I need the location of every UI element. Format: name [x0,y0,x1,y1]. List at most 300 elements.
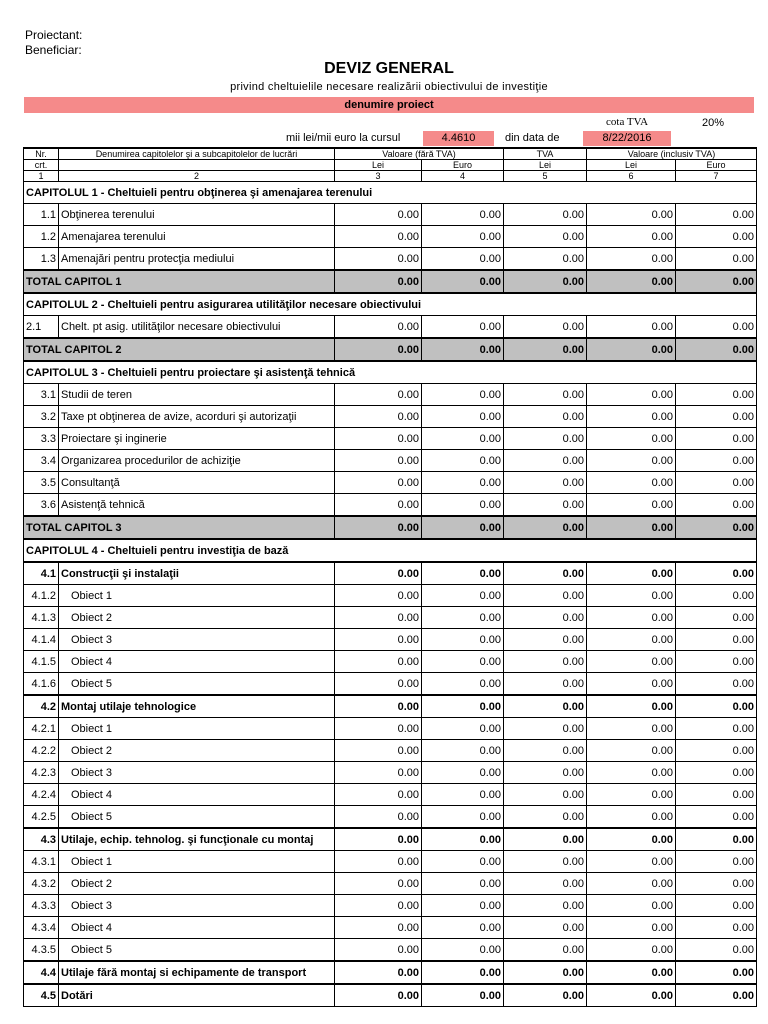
value-euro-fara-tva[interactable]: 0.00 [422,673,504,696]
row-number: 4.4 [24,961,59,984]
value-lei-inclusiv-tva[interactable]: 0.00 [587,851,676,873]
value-lei-fara-tva[interactable]: 0.00 [335,585,422,607]
table-row [24,917,757,939]
value-lei-fara-tva[interactable]: 0.00 [335,984,422,1007]
value-euro-inclusiv-tva[interactable]: 0.00 [676,939,757,962]
value-lei-fara-tva[interactable]: 0.00 [335,784,422,806]
table-row [24,651,757,673]
chapter-heading-row [24,293,757,316]
table-row [24,450,757,472]
value-tva-lei[interactable]: 0.00 [504,651,587,673]
value-lei-fara-tva[interactable]: 0.00 [335,516,422,539]
value-lei-inclusiv-tva[interactable]: 0.00 [587,695,676,718]
header-crt: crt. [24,160,59,171]
value-lei-inclusiv-tva[interactable]: 0.00 [587,629,676,651]
table-row [24,851,757,873]
header-valoare-fara-tva: Valoare (fără TVA) [335,148,504,160]
value-lei-fara-tva[interactable]: 0.00 [335,718,422,740]
row-number: 4.1 [24,562,59,585]
table-row [24,939,757,962]
value-euro-fara-tva[interactable]: 0.00 [422,472,504,494]
subchapter-row [24,984,757,1007]
value-euro-fara-tva[interactable]: 0.00 [422,651,504,673]
value-euro-fara-tva[interactable]: 0.00 [422,406,504,428]
value-euro-fara-tva[interactable]: 0.00 [422,450,504,472]
value-euro-inclusiv-tva[interactable]: 0.00 [676,316,757,339]
row-number: 1.3 [24,248,59,271]
row-label: Construcţii şi instalaţii [59,562,335,585]
row-number: 4.1.3 [24,607,59,629]
col-number-1: 1 [24,171,59,182]
table-row [24,428,757,450]
value-lei-fara-tva[interactable]: 0.00 [335,917,422,939]
value-lei-inclusiv-tva[interactable]: 0.00 [587,984,676,1007]
row-number: 4.1.2 [24,585,59,607]
curs-label: mii lei/mii euro la cursul [286,132,401,144]
value-lei-inclusiv-tva[interactable]: 0.00 [587,316,676,339]
value-euro-fara-tva[interactable]: 0.00 [422,939,504,962]
value-euro-inclusiv-tva[interactable]: 0.00 [676,651,757,673]
row-number: 4.1.5 [24,651,59,673]
value-euro-fara-tva[interactable]: 0.00 [422,516,504,539]
value-lei-fara-tva[interactable]: 0.00 [335,673,422,696]
chapter-heading-row [24,182,757,204]
value-lei-fara-tva[interactable]: 0.00 [335,961,422,984]
value-tva-lei[interactable]: 0.00 [504,607,587,629]
value-euro-fara-tva[interactable]: 0.00 [422,695,504,718]
table-row [24,673,757,696]
row-label: Utilaje fără montaj si echipamente de transport [59,961,335,984]
value-tva-lei[interactable]: 0.00 [504,762,587,784]
row-label: Obiect 1 [59,718,335,740]
value-lei-inclusiv-tva[interactable]: 0.00 [587,384,676,406]
row-number: 3.3 [24,428,59,450]
value-lei-inclusiv-tva[interactable]: 0.00 [587,718,676,740]
chapter-heading: CAPITOLUL 1 - Cheltuieli pentru obţinerea şi amenajarea terenului [24,182,757,204]
value-euro-fara-tva[interactable]: 0.00 [422,784,504,806]
row-number: 1.2 [24,226,59,248]
total-label: TOTAL CAPITOL 1 [24,270,335,293]
value-euro-inclusiv-tva[interactable]: 0.00 [676,718,757,740]
value-tva-lei[interactable]: 0.00 [504,740,587,762]
value-euro-inclusiv-tva[interactable]: 0.00 [676,384,757,406]
value-lei-fara-tva[interactable]: 0.00 [335,629,422,651]
value-tva-lei[interactable]: 0.00 [504,873,587,895]
col-number-5: 5 [504,171,587,182]
value-lei-fara-tva[interactable]: 0.00 [335,828,422,851]
header-euro-2: Euro [676,160,757,171]
value-tva-lei[interactable]: 0.00 [504,784,587,806]
value-euro-inclusiv-tva[interactable]: 0.00 [676,895,757,917]
value-euro-inclusiv-tva[interactable]: 0.00 [676,248,757,271]
table-row [24,472,757,494]
value-euro-fara-tva[interactable]: 0.00 [422,718,504,740]
value-lei-inclusiv-tva[interactable]: 0.00 [587,784,676,806]
row-number: 1.1 [24,204,59,226]
subchapter-row [24,695,757,718]
value-lei-inclusiv-tva[interactable]: 0.00 [587,673,676,696]
value-lei-inclusiv-tva[interactable]: 0.00 [587,740,676,762]
value-lei-fara-tva[interactable]: 0.00 [335,406,422,428]
row-label: Obiect 5 [59,673,335,696]
proiectant-label: Proiectant: [25,28,83,42]
value-euro-fara-tva[interactable]: 0.00 [422,762,504,784]
value-euro-inclusiv-tva[interactable]: 0.00 [676,516,757,539]
col-number-4: 4 [422,171,504,182]
value-euro-inclusiv-tva[interactable]: 0.00 [676,494,757,517]
value-lei-fara-tva[interactable]: 0.00 [335,873,422,895]
value-lei-inclusiv-tva[interactable]: 0.00 [587,651,676,673]
row-number: 4.1.6 [24,673,59,696]
value-tva-lei[interactable]: 0.00 [504,270,587,293]
value-lei-inclusiv-tva[interactable]: 0.00 [587,270,676,293]
value-euro-inclusiv-tva[interactable]: 0.00 [676,607,757,629]
value-euro-inclusiv-tva[interactable]: 0.00 [676,917,757,939]
table-row [24,384,757,406]
table-row [24,718,757,740]
row-label: Obiect 3 [59,629,335,651]
value-lei-fara-tva[interactable]: 0.00 [335,204,422,226]
value-lei-fara-tva[interactable]: 0.00 [335,316,422,339]
value-euro-inclusiv-tva[interactable]: 0.00 [676,740,757,762]
value-euro-fara-tva[interactable]: 0.00 [422,873,504,895]
value-tva-lei[interactable]: 0.00 [504,338,587,361]
chapter-heading: CAPITOLUL 3 - Cheltuieli pentru proiectare şi asistenţă tehnică [24,361,757,384]
chapter-heading: CAPITOLUL 2 - Cheltuieli pentru asigurarea utilităţilor necesare obiectivului [24,293,757,316]
value-lei-fara-tva[interactable]: 0.00 [335,895,422,917]
value-lei-inclusiv-tva[interactable]: 0.00 [587,585,676,607]
table-row [24,762,757,784]
value-tva-lei[interactable]: 0.00 [504,472,587,494]
row-label: Consultanţă [59,472,335,494]
value-lei-inclusiv-tva[interactable]: 0.00 [587,226,676,248]
value-lei-fara-tva[interactable]: 0.00 [335,762,422,784]
value-euro-inclusiv-tva[interactable]: 0.00 [676,673,757,696]
data-value-cell[interactable]: 8/22/2016 [583,131,671,146]
value-euro-fara-tva[interactable]: 0.00 [422,895,504,917]
deviz-table [23,147,757,1007]
table-row [24,629,757,651]
value-lei-inclusiv-tva[interactable]: 0.00 [587,406,676,428]
table-row [24,607,757,629]
row-label: Chelt. pt asig. utilităţilor necesare obiectivului [59,316,335,339]
value-tva-lei[interactable]: 0.00 [504,895,587,917]
total-row [24,270,757,293]
value-lei-inclusiv-tva[interactable]: 0.00 [587,895,676,917]
value-lei-inclusiv-tva[interactable]: 0.00 [587,828,676,851]
value-lei-inclusiv-tva[interactable]: 0.00 [587,516,676,539]
value-lei-fara-tva[interactable]: 0.00 [335,494,422,517]
value-lei-fara-tva[interactable]: 0.00 [335,939,422,962]
value-lei-fara-tva[interactable]: 0.00 [335,270,422,293]
value-tva-lei[interactable]: 0.00 [504,851,587,873]
header-denumire: Denumirea capitolelor şi a subcapitolelor de lucrări [59,148,335,160]
header-row-numbers [24,171,757,182]
total-label: TOTAL CAPITOL 2 [24,338,335,361]
cota-tva-label: cota TVA [606,116,649,128]
value-lei-inclusiv-tva[interactable]: 0.00 [587,873,676,895]
row-label: Studii de teren [59,384,335,406]
header-euro-1: Euro [422,160,504,171]
value-lei-fara-tva[interactable]: 0.00 [335,651,422,673]
row-number: 3.1 [24,384,59,406]
table-row [24,248,757,271]
value-lei-inclusiv-tva[interactable]: 0.00 [587,450,676,472]
value-euro-inclusiv-tva[interactable]: 0.00 [676,204,757,226]
value-lei-fara-tva[interactable]: 0.00 [335,338,422,361]
value-lei-fara-tva[interactable]: 0.00 [335,226,422,248]
project-name-cell[interactable]: denumire proiect [24,97,754,113]
value-euro-inclusiv-tva[interactable]: 0.00 [676,428,757,450]
document-title: DEVIZ GENERAL [324,60,454,77]
subchapter-row [24,828,757,851]
row-label: Obiect 2 [59,740,335,762]
value-euro-fara-tva[interactable]: 0.00 [422,204,504,226]
value-tva-lei[interactable]: 0.00 [504,673,587,696]
value-euro-fara-tva[interactable]: 0.00 [422,338,504,361]
value-lei-inclusiv-tva[interactable]: 0.00 [587,562,676,585]
value-euro-fara-tva[interactable]: 0.00 [422,740,504,762]
col-number-2: 2 [59,171,335,182]
row-label: Dotări [59,984,335,1007]
value-tva-lei[interactable]: 0.00 [504,248,587,271]
row-label: Amenajări pentru protecţia mediului [59,248,335,271]
table-row [24,784,757,806]
row-label: Obiect 2 [59,873,335,895]
value-tva-lei[interactable]: 0.00 [504,939,587,962]
value-lei-fara-tva[interactable]: 0.00 [335,695,422,718]
row-number: 4.3 [24,828,59,851]
value-tva-lei[interactable]: 0.00 [504,384,587,406]
value-euro-inclusiv-tva[interactable]: 0.00 [676,828,757,851]
value-euro-fara-tva[interactable]: 0.00 [422,851,504,873]
row-number: 4.3.2 [24,873,59,895]
value-lei-fara-tva[interactable]: 0.00 [335,851,422,873]
value-euro-inclusiv-tva[interactable]: 0.00 [676,695,757,718]
table-row [24,895,757,917]
value-tva-lei[interactable]: 0.00 [504,428,587,450]
value-tva-lei[interactable]: 0.00 [504,226,587,248]
table-row [24,204,757,226]
row-label: Proiectare şi inginerie [59,428,335,450]
row-number: 2.1 [24,316,59,339]
value-lei-fara-tva[interactable]: 0.00 [335,607,422,629]
value-euro-inclusiv-tva[interactable]: 0.00 [676,406,757,428]
table-row [24,806,757,829]
value-lei-fara-tva[interactable]: 0.00 [335,562,422,585]
value-euro-inclusiv-tva[interactable]: 0.00 [676,562,757,585]
value-euro-inclusiv-tva[interactable]: 0.00 [676,873,757,895]
value-tva-lei[interactable]: 0.00 [504,917,587,939]
value-euro-inclusiv-tva[interactable]: 0.00 [676,226,757,248]
value-euro-fara-tva[interactable]: 0.00 [422,607,504,629]
row-label: Asistenţă tehnică [59,494,335,517]
row-label: Organizarea procedurilor de achiziţie [59,450,335,472]
curs-value-cell[interactable]: 4.4610 [423,131,494,146]
value-lei-inclusiv-tva[interactable]: 0.00 [587,917,676,939]
cota-tva-cell[interactable]: 20% [701,117,725,129]
data-label: din data de [505,132,560,144]
value-lei-fara-tva[interactable]: 0.00 [335,472,422,494]
value-lei-inclusiv-tva[interactable]: 0.00 [587,806,676,829]
value-euro-fara-tva[interactable]: 0.00 [422,494,504,517]
value-lei-inclusiv-tva[interactable]: 0.00 [587,939,676,962]
row-label: Obiect 4 [59,784,335,806]
col-number-6: 6 [587,171,676,182]
total-row [24,516,757,539]
row-number: 4.5 [24,984,59,1007]
row-number: 4.2.5 [24,806,59,829]
header-lei-3: Lei [587,160,676,171]
beneficiar-label: Beneficiar: [25,43,82,57]
total-label: TOTAL CAPITOL 3 [24,516,335,539]
header-empty [59,160,335,171]
row-number: 4.2.3 [24,762,59,784]
row-number: 4.3.5 [24,939,59,962]
row-label: Montaj utilaje tehnologice [59,695,335,718]
row-label: Obiect 1 [59,585,335,607]
subchapter-row [24,961,757,984]
row-label: Obiect 3 [59,762,335,784]
row-number: 4.3.4 [24,917,59,939]
value-tva-lei[interactable]: 0.00 [504,695,587,718]
value-tva-lei[interactable]: 0.00 [504,406,587,428]
value-euro-fara-tva[interactable]: 0.00 [422,562,504,585]
value-tva-lei[interactable]: 0.00 [504,316,587,339]
value-lei-inclusiv-tva[interactable]: 0.00 [587,494,676,517]
value-euro-fara-tva[interactable]: 0.00 [422,585,504,607]
header-row-2 [24,160,757,171]
row-number: 4.3.3 [24,895,59,917]
row-label: Obiect 4 [59,651,335,673]
table-row [24,873,757,895]
row-number: 3.5 [24,472,59,494]
value-lei-fara-tva[interactable]: 0.00 [335,740,422,762]
total-row [24,338,757,361]
value-lei-fara-tva[interactable]: 0.00 [335,384,422,406]
value-lei-inclusiv-tva[interactable]: 0.00 [587,762,676,784]
value-lei-inclusiv-tva[interactable]: 0.00 [587,248,676,271]
value-euro-fara-tva[interactable]: 0.00 [422,984,504,1007]
value-tva-lei[interactable]: 0.00 [504,516,587,539]
row-number: 4.2.1 [24,718,59,740]
value-lei-fara-tva[interactable]: 0.00 [335,428,422,450]
table-row [24,226,757,248]
header-lei-2: Lei [504,160,587,171]
value-euro-fara-tva[interactable]: 0.00 [422,316,504,339]
value-tva-lei[interactable]: 0.00 [504,828,587,851]
row-label: Obiect 5 [59,939,335,962]
value-euro-fara-tva[interactable]: 0.00 [422,384,504,406]
document-subtitle: privind cheltuielile necesare realizării obiectivului de investiţie [230,81,548,93]
row-label: Obţinerea terenului [59,204,335,226]
value-euro-fara-tva[interactable]: 0.00 [422,917,504,939]
value-euro-fara-tva[interactable]: 0.00 [422,428,504,450]
value-lei-fara-tva[interactable]: 0.00 [335,806,422,829]
row-label: Amenajarea terenului [59,226,335,248]
value-lei-fara-tva[interactable]: 0.00 [335,450,422,472]
value-tva-lei[interactable]: 0.00 [504,562,587,585]
col-number-3: 3 [335,171,422,182]
row-number: 4.2.2 [24,740,59,762]
value-lei-inclusiv-tva[interactable]: 0.00 [587,961,676,984]
table-row [24,585,757,607]
row-label: Obiect 3 [59,895,335,917]
table-row [24,406,757,428]
value-euro-inclusiv-tva[interactable]: 0.00 [676,851,757,873]
value-euro-inclusiv-tva[interactable]: 0.00 [676,784,757,806]
row-number: 4.2.4 [24,784,59,806]
value-euro-fara-tva[interactable]: 0.00 [422,961,504,984]
chapter-heading-row [24,539,757,562]
value-tva-lei[interactable]: 0.00 [504,629,587,651]
value-tva-lei[interactable]: 0.00 [504,718,587,740]
chapter-heading: CAPITOLUL 4 - Cheltuieli pentru investiţia de bază [24,539,757,562]
table-row [24,494,757,517]
value-tva-lei[interactable]: 0.00 [504,961,587,984]
value-euro-fara-tva[interactable]: 0.00 [422,806,504,829]
col-number-7: 7 [676,171,757,182]
value-euro-inclusiv-tva[interactable]: 0.00 [676,762,757,784]
value-lei-inclusiv-tva[interactable]: 0.00 [587,607,676,629]
header-row-1 [24,148,757,160]
value-tva-lei[interactable]: 0.00 [504,585,587,607]
value-tva-lei[interactable]: 0.00 [504,984,587,1007]
value-lei-inclusiv-tva[interactable]: 0.00 [587,204,676,226]
value-euro-fara-tva[interactable]: 0.00 [422,270,504,293]
value-euro-inclusiv-tva[interactable]: 0.00 [676,629,757,651]
value-tva-lei[interactable]: 0.00 [504,806,587,829]
value-euro-inclusiv-tva[interactable]: 0.00 [676,585,757,607]
value-lei-inclusiv-tva[interactable]: 0.00 [587,472,676,494]
row-number: 4.2 [24,695,59,718]
value-euro-inclusiv-tva[interactable]: 0.00 [676,338,757,361]
row-number: 4.1.4 [24,629,59,651]
chapter-heading-row [24,361,757,384]
table-row [24,316,757,339]
header-tva: TVA [504,148,587,160]
value-tva-lei[interactable]: 0.00 [504,494,587,517]
subchapter-row [24,562,757,585]
value-euro-inclusiv-tva[interactable]: 0.00 [676,806,757,829]
row-number: 4.3.1 [24,851,59,873]
value-lei-fara-tva[interactable]: 0.00 [335,248,422,271]
value-tva-lei[interactable]: 0.00 [504,204,587,226]
value-euro-inclusiv-tva[interactable]: 0.00 [676,270,757,293]
row-number: 3.6 [24,494,59,517]
header-valoare-inclusiv-tva: Valoare (inclusiv TVA) [587,148,757,160]
value-euro-inclusiv-tva[interactable]: 0.00 [676,984,757,1007]
header-nr: Nr. [24,148,59,160]
value-lei-inclusiv-tva[interactable]: 0.00 [587,338,676,361]
value-lei-inclusiv-tva[interactable]: 0.00 [587,428,676,450]
value-euro-inclusiv-tva[interactable]: 0.00 [676,450,757,472]
value-euro-inclusiv-tva[interactable]: 0.00 [676,472,757,494]
row-label: Obiect 5 [59,806,335,829]
row-label: Obiect 2 [59,607,335,629]
table-row [24,740,757,762]
row-number: 3.2 [24,406,59,428]
header-lei-1: Lei [335,160,422,171]
value-euro-fara-tva[interactable]: 0.00 [422,828,504,851]
value-euro-fara-tva[interactable]: 0.00 [422,629,504,651]
value-tva-lei[interactable]: 0.00 [504,450,587,472]
row-label: Utilaje, echip. tehnolog. şi funcţionale cu montaj [59,828,335,851]
row-label: Obiect 4 [59,917,335,939]
value-euro-inclusiv-tva[interactable]: 0.00 [676,961,757,984]
value-euro-fara-tva[interactable]: 0.00 [422,226,504,248]
value-euro-fara-tva[interactable]: 0.00 [422,248,504,271]
